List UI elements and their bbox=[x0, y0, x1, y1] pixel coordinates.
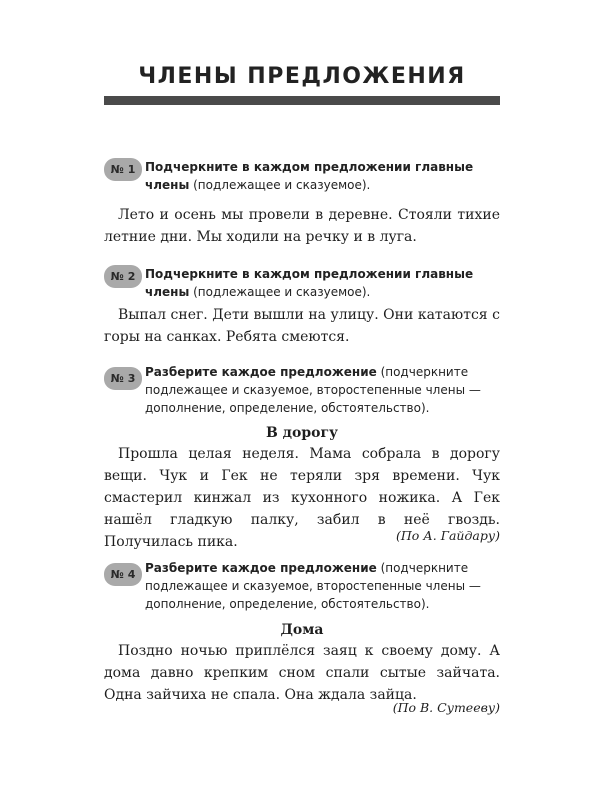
task-1-instruction bbox=[145, 158, 500, 194]
task-1-instruction-rest: (подлежащее и сказуемое). bbox=[189, 178, 371, 192]
task-3-attribution: (По А. Гайдару) bbox=[396, 528, 500, 543]
task-4-text bbox=[104, 640, 500, 706]
task-2-instruction-rest: (подлежащее и сказуемое). bbox=[189, 285, 371, 299]
task-3-instruction bbox=[145, 363, 500, 417]
task-2-number-badge: № 2 bbox=[104, 265, 142, 288]
title-underline-bar bbox=[104, 96, 500, 105]
task-2 bbox=[104, 265, 500, 301]
task-2-instruction-bold: Подчеркните в каждом предложении главные члены bbox=[145, 267, 474, 299]
task-1-instruction-bold: Подчеркните в каждом предложении главные члены bbox=[145, 160, 474, 192]
task-2-instruction bbox=[145, 265, 500, 301]
task-3 bbox=[104, 363, 500, 417]
task-2-paragraph: Выпал снег. Дети вышли на улицу. Они катаются с горы на санках. Ребята смеются. bbox=[104, 307, 500, 345]
task-4-instruction-rest: (подчеркните подлежащее и сказуемое, второстепенные члены — дополнение, определение, обстоятельство). bbox=[145, 561, 481, 611]
story-title-v-dorogu: В дорогу bbox=[265, 425, 339, 441]
task-1-number-badge: № 1 bbox=[104, 158, 142, 181]
task-4-paragraph: Поздно ночью приплёлся заяц к своему дому. А дома давно крепким сном спали сытые зайчата. Одна зайчиха не спала. Она ждала зайца. bbox=[104, 643, 500, 703]
task-4-instruction bbox=[145, 559, 500, 613]
task-3-instruction-bold: Разберите каждое предложение bbox=[145, 365, 377, 379]
task-4-instruction-bold: Разберите каждое предложение bbox=[145, 561, 377, 575]
task-4 bbox=[104, 559, 500, 613]
task-3-paragraph: Прошла целая неделя. Мама собрала в дорогу вещи. Чук и Гек не теряли зря времени. Чук смастерил кинжал из кухонного ножика. А Гек нашёл гладкую палку, забил в неё гвоздь. Получилась пика. bbox=[104, 446, 500, 550]
task-2-text bbox=[104, 304, 500, 348]
task-3-instruction-rest: (подчеркните подлежащее и сказуемое, второстепенные члены — дополнение, определение, обстоятельство). bbox=[145, 365, 481, 415]
story-title-doma: Дома bbox=[280, 622, 324, 638]
task-3-number-badge: № 3 bbox=[104, 367, 142, 390]
task-4-number-badge: № 4 bbox=[104, 563, 142, 586]
task-1 bbox=[104, 158, 500, 194]
page-title: ЧЛЕНЫ ПРЕДЛОЖЕНИЯ bbox=[138, 64, 466, 89]
task-1-text bbox=[104, 204, 500, 248]
task-1-paragraph: Лето и осень мы провели в деревне. Стояли тихие летние дни. Мы ходили на речку и в луга. bbox=[104, 207, 500, 245]
task-4-attribution: (По В. Сутееву) bbox=[392, 700, 500, 715]
